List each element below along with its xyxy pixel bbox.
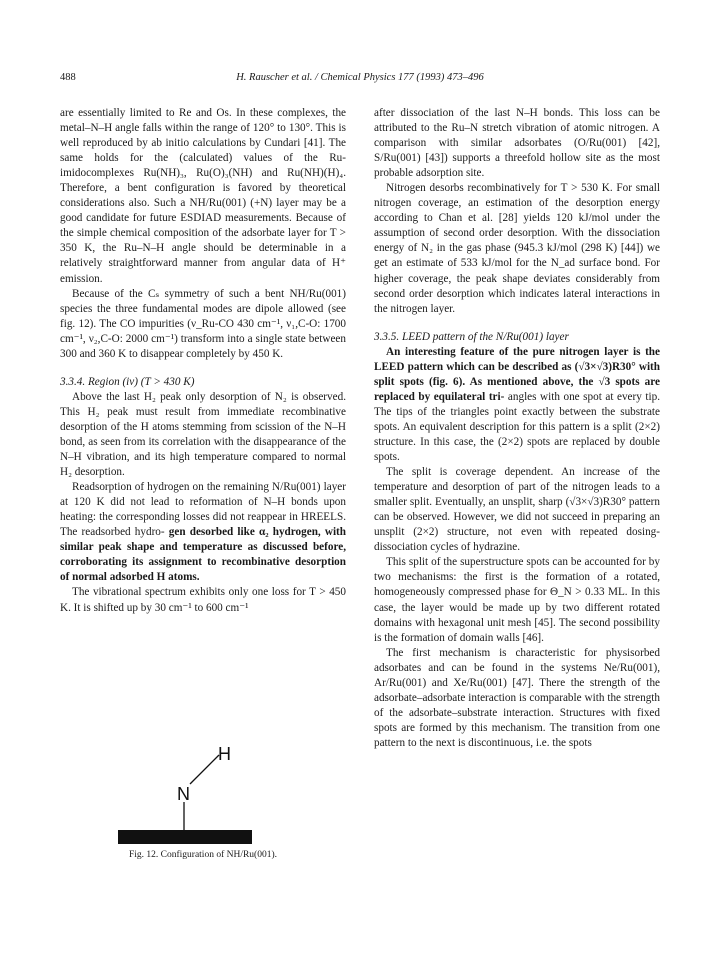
running-title: H. Rauscher et al. / Chemical Physics 177 (1993) 473–496 (236, 72, 484, 83)
left-paragraph-5: The vibrational spectrum exhibits only one loss for T > 450 K. It is shifted up by 30 cm⁻¹ to 600 cm⁻¹ (60, 586, 346, 614)
left-paragraph-2: Because of the Cₛ symmetry of such a bent NH/Ru(001) species the three fundamental modes are dipole allowed (see fig. 12). The CO impurities (ν_Ru-CO 430 cm⁻¹, ν₁,C-O: 1700 cm⁻¹, ν₂,C-O: 2000 cm⁻¹) transform into a single state between 300 and 360 K to disappear completely by 450 K. (60, 287, 346, 360)
figure-caption: Fig. 12. Configuration of NH/Ru(001). (128, 850, 278, 860)
figure-12 (60, 744, 346, 864)
left-paragraph-4 (60, 480, 346, 585)
hydrogen-atom-label: H (218, 744, 231, 764)
page-number: 488 (60, 72, 76, 83)
nh-configuration-diagram (60, 744, 346, 844)
nitrogen-atom-label: N (177, 784, 190, 804)
right-paragraph-4: The split is coverage dependent. An increase of the temperature and desorption of part of the nitrogen leads to a smaller split. Eventually, an unsplit, sharp (√3×√3)R30° pattern can be observed. However, we did not succeed in preparing an unsplit (2×2) structure, not even with repeated dosing-dissociation cycles of hydrazine. (374, 466, 660, 554)
right-paragraph-3-normal: angles with one spot at every tip. The tips of the triangles point exactly between the substrate spots. An equivalent description for this pattern is a split (2×2) structure. In this case, the (2×2) spots are replaced by double spots. (374, 390, 660, 464)
left-paragraph-1: are essentially limited to Re and Os. In these complexes, the metal–N–H angle falls within the range of 120° to 130°. This is well reproduced by ab initio calculations by Cundari [41]. The same holds for the (calculated) values of the Ru-imidocomplexes Ru(NH)₃, Ru(O)₃(NH) and Ru(NH)(H)₄. Therefore, a bent configuration is favored by theoretical considerations also. Such a NH/Ru(001) (+N) layer may be a good candidate for future ESDIAD measurements. Because of the simple chemical composition of the adsorbate layer for T > 350 K, the Ru–N–H angle should be determinable in a relatively straightforward manner from angular data of H⁺ emission. (60, 107, 346, 285)
right-paragraph-2: Nitrogen desorbs recombinatively for T > 530 K. For small nitrogen coverage, an estimation of the desorption energy according to Chan et al. [28] yields 120 kJ/mol under the assumption of second order desorption. With the dissociation energy of N₂ in the gas phase (945.3 kJ/mol (298 K) [44]) we get an estimate of 533 kJ/mol for the N_ad surface bond. For higher coverage, the peak shape deviates considerably from second order desorption which indicates lateral interactions in the nitrogen layer. (374, 182, 660, 315)
right-paragraph-5: This split of the superstructure spots can be accounted for by two mechanisms: the first is the formation of a rotated, homogeneously compressed phase for Θ_N > 0.33 ML. In this case, the layer would be made up by two different rotated domains with hexagonal unit mesh [45]. The second possibility is the formation of domain walls [46]. (374, 556, 660, 644)
left-paragraph-3: Above the last H₂ peak only desorption of N₂ is observed. This H₂ peak must result from immediate recombinative desorption of the H atoms stemming from scission of the N–H bond, as seen from its correlation with the disappearance of the N–H vibration, and its high temperature compared to normal H₂ desorption. (60, 390, 346, 479)
right-paragraph-1: after dissociation of the last N–H bonds. This loss can be attributed to the Ru–N stretch vibration of atomic nitrogen. A comparison with similar adsorbates (O/Ru(001) [42], S/Ru(001) [43]) supports a threefold hollow site as the most probable adsorption site. (374, 107, 660, 180)
right-column (374, 106, 660, 751)
left-paragraph-4-normal: Readsorption of hydrogen on the remaining N/Ru(001) layer at 120 K did not lead to reformation of N–H bonds upon heating: the corresponding losses did not reappear in HREELS. The readsorbed hydro- (60, 481, 346, 539)
right-paragraph-6: The first mechanism is characteristic for physisorbed adsorbates and can be found in the systems Ne/Ru(001), Ar/Ru(001) and Xe/Ru(001) [47]. There the strength of the adsorbate–adsorbate interaction is comparable with the strength of the adsorbate–substrate interaction. Structures with fixed spots are formed by this mechanism. The transition from one pattern to the next is discontinuous, i.e. the spots (374, 646, 660, 749)
ru-surface-bar (118, 830, 252, 844)
left-column (60, 106, 346, 616)
page-header (60, 72, 660, 88)
left-paragraph-4-bold: gen desorbed like α₂ hydrogen, with similar peak shape and temperature as discussed before, corroborating its assignment to recombinative desorption of normal adsorbed H atoms. (60, 526, 347, 584)
n-h-bond (190, 755, 219, 784)
right-paragraph-3-bold: An interesting feature of the pure nitrogen layer is the LEED pattern which can be described as (√3×√3)R30° with split spots (fig. 6). As mentioned above, the √3 spots are replaced by equilateral tri- (374, 345, 660, 403)
section-heading-3-3-4: 3.3.4. Region (iv) (T > 430 K) (60, 375, 195, 388)
right-paragraph-3 (374, 345, 660, 465)
section-heading-3-3-5: 3.3.5. LEED pattern of the N/Ru(001) layer (374, 330, 569, 343)
